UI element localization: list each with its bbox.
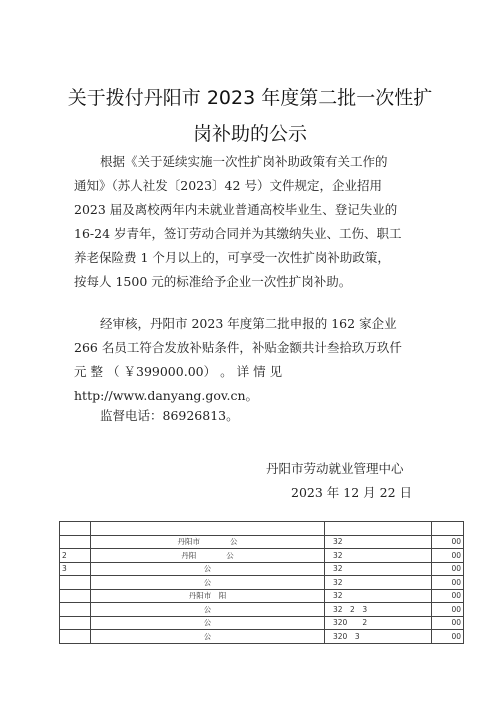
supervision-phone: 监督电话：86926813。 (100, 408, 239, 423)
amount-part: 情 (253, 364, 266, 379)
paragraph-line: 按每人 1500 元的标准给予企业一次性扩岗补助。 (74, 274, 352, 289)
table-row (60, 603, 464, 617)
table-cell: 32 (325, 589, 432, 603)
table-cell: 32 (325, 535, 432, 549)
table-row (60, 562, 464, 576)
table-cell (60, 603, 91, 617)
table-cell: 00 (432, 562, 464, 576)
paragraph-line: 根据《关于延续实施一次性扩岗补助政策有关工作的 (100, 154, 388, 169)
paragraph-line: 养老保险费 1 个月以上的，可享受一次性扩岗补助政策， (74, 250, 390, 265)
table-cell (60, 535, 91, 549)
table-row (60, 535, 464, 549)
table-cell: 32 (325, 562, 432, 576)
table-row (60, 630, 464, 644)
website-link[interactable]: http://www.danyang.gov.cn。 (74, 388, 258, 403)
paragraph-line: 经审核，丹阳市 2023 年度第二批申报的 162 家企业 (100, 316, 397, 331)
table-cell (60, 630, 91, 644)
table-row (60, 576, 464, 590)
table-cell: 00 (432, 549, 464, 563)
table-cell: 32 2 3 (325, 603, 432, 617)
table-cell: 00 (432, 535, 464, 549)
table-cell: 32 (325, 549, 432, 563)
table-cell (60, 576, 91, 590)
table-cell (60, 589, 91, 603)
signature-date: 2023 年 12 月 22 日 (291, 485, 412, 500)
table-cell: 00 (432, 576, 464, 590)
amount-part: 。 (220, 364, 233, 379)
paragraph-line: 通知》（苏人社发〔2023〕42 号）文件规定，企业招用 (74, 178, 382, 193)
table-cell (432, 522, 464, 536)
table-cell: 公 (91, 616, 325, 630)
policy-paragraph (74, 150, 426, 294)
amount-part: 详 (236, 364, 250, 379)
table-cell: 丹阳市 公 (91, 535, 325, 549)
title-line-1: 关于拨付丹阳市 2023 年度第二批一次性扩 (67, 87, 433, 109)
table-cell: 公 (91, 562, 325, 576)
paragraph-line: 16-24 岁青年，签订劳动合同并为其缴纳失业、工伤、职工 (74, 226, 402, 241)
table-cell: 00 (432, 589, 464, 603)
table-cell: 公 (91, 576, 325, 590)
subsidy-table-body (60, 522, 464, 644)
justified-amount-line (74, 360, 426, 384)
review-paragraph (74, 312, 426, 408)
table-cell: 3 (60, 562, 91, 576)
table-row (60, 589, 464, 603)
title-line-2: 岗补助的公示 (192, 123, 307, 145)
paragraph-line: 266 名员工符合发放补贴条件，补贴金额共计叁拾玖万玖仟 (74, 340, 402, 355)
table-cell: 320 2 (325, 616, 432, 630)
table-cell: 2 (60, 549, 91, 563)
table-cell: 公 (91, 630, 325, 644)
amount-part: 见 (269, 364, 283, 379)
amount-part: 整 (90, 364, 104, 379)
table-row (60, 549, 464, 563)
amount-value: ￥399000.00） (123, 364, 217, 379)
table-cell: 320 3 (325, 630, 432, 644)
table-cell: 00 (432, 630, 464, 644)
table-cell (325, 522, 432, 536)
table-cell: 32 (325, 576, 432, 590)
table-cell: 公 (91, 603, 325, 617)
table-row (60, 522, 464, 536)
subsidy-table (59, 521, 464, 644)
signature-org: 丹阳市劳动就业管理中心 (266, 461, 404, 476)
amount-part: （ (107, 364, 120, 379)
table-cell (91, 522, 325, 536)
table-cell: 丹阳市 阳 (91, 589, 325, 603)
amount-part: 元 (74, 364, 87, 379)
table-row (60, 616, 464, 630)
paragraph-line: 2023 届及离校两年内未就业普通高校毕业生、登记失业的 (74, 202, 398, 217)
table-cell: 00 (432, 603, 464, 617)
table-cell (60, 616, 91, 630)
notice-title (40, 80, 460, 152)
table-cell: 00 (432, 616, 464, 630)
table-cell: 丹阳 公 (91, 549, 325, 563)
hotline-paragraph (74, 404, 426, 428)
table-cell (60, 522, 91, 536)
